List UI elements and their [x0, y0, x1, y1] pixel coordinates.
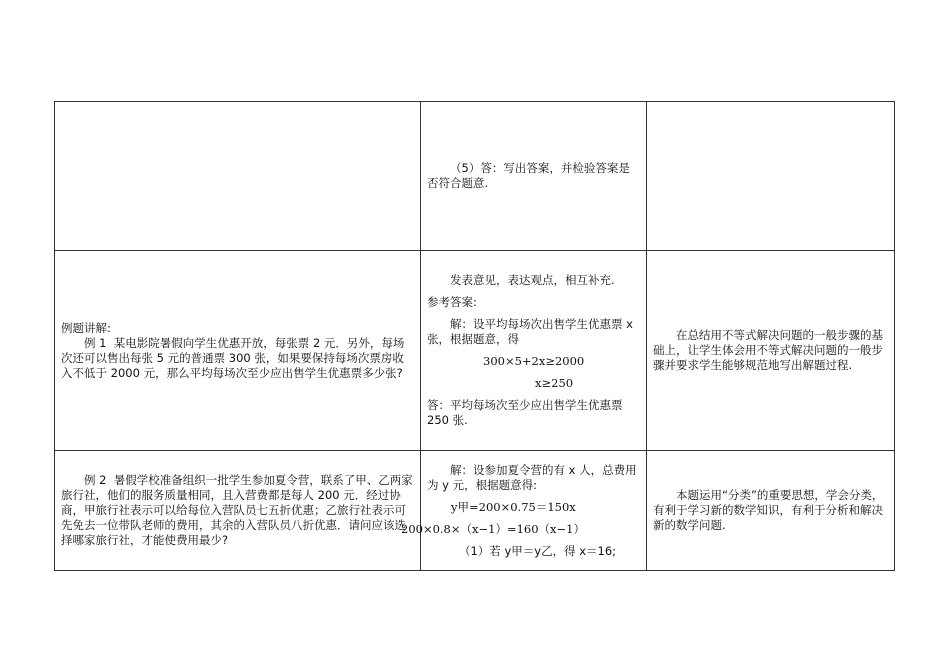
example-1-text — [61, 336, 414, 381]
row2-note: 在总结用不等式解决问题的一般步骤的基础上，让学生体会用不等式解决问题的一般步骤并要求学生能够规范地写出解题过程. — [653, 328, 883, 372]
discuss-text: 发表意见，表达观点，相互补充. — [450, 273, 615, 287]
example-1-label: 例 1 — [84, 335, 107, 350]
example-2-label: 例 2 — [84, 473, 107, 487]
case-1-text: （1）若 y甲＝y乙，得 x＝16; — [459, 543, 617, 558]
equation-yi: 200×0.8×（x−1）=160（x−1） — [401, 521, 585, 536]
table-row — [55, 102, 895, 251]
row1-col3-cell — [647, 102, 895, 251]
row3-col1-cell — [55, 451, 421, 571]
row3-note: 本题运用“分类”的重要思想，学会分类，有利于学习新的数学知识，有利于分析和解决新的数学问题. — [653, 488, 884, 532]
row2-col2-cell — [421, 251, 647, 451]
example-1-body: 某电影院暑假向学生优惠开放，每张票 2 元．另外，每场次还可以售出每张 5 元的普通票 300 张，如果要保持每场次票房收入不低于 2000 元，那么平均每场次至少应出售学生优惠票多少张? — [61, 335, 405, 380]
inequality-1: 300×5+2x≥2000 — [483, 354, 585, 368]
example-2-body: 暑假学校准备组织一批学生参加夏令营，联系了甲、乙两家旅行社，他们的服务质量相同，且入营费都是每人 200 元．经过协商，甲旅行社表示可以给每位入营队员七五折优惠；乙旅行社表示可先免去一位带队老师的费用，其余的入营队员八折优惠．请问应该选择哪家旅行社，才能使费用最少? — [61, 473, 413, 547]
step5-text: （5）答：写出答案，并检验答案是否符合题意. — [427, 161, 630, 190]
row3-col3-cell — [647, 451, 895, 571]
row3-col2-cell — [401, 451, 647, 571]
inequality-2: x≥250 — [535, 376, 574, 390]
example-heading: 例题讲解: — [61, 320, 111, 335]
equation-jia: y甲=200×0.75＝150x — [451, 499, 576, 514]
solution-1-text: 解：设平均每场次出售学生优惠票 x 张，根据题意，得 — [427, 317, 633, 346]
reference-answer-label: 参考答案: — [427, 295, 477, 309]
table-row — [55, 251, 895, 451]
lesson-table — [54, 101, 895, 571]
example-2-text — [61, 473, 414, 548]
answer-1-text: 答：平均每场次至少应出售学生优惠票 250 张. — [427, 398, 623, 427]
row2-col3-cell — [647, 251, 895, 451]
row1-col2-cell — [421, 102, 647, 251]
row2-col1-cell — [55, 251, 421, 451]
table-row — [55, 451, 895, 571]
solution-2-text: 解：设参加夏令营的有 x 人，总费用为 y 元，根据题意得: — [427, 462, 637, 492]
row1-col1-cell — [55, 102, 421, 251]
